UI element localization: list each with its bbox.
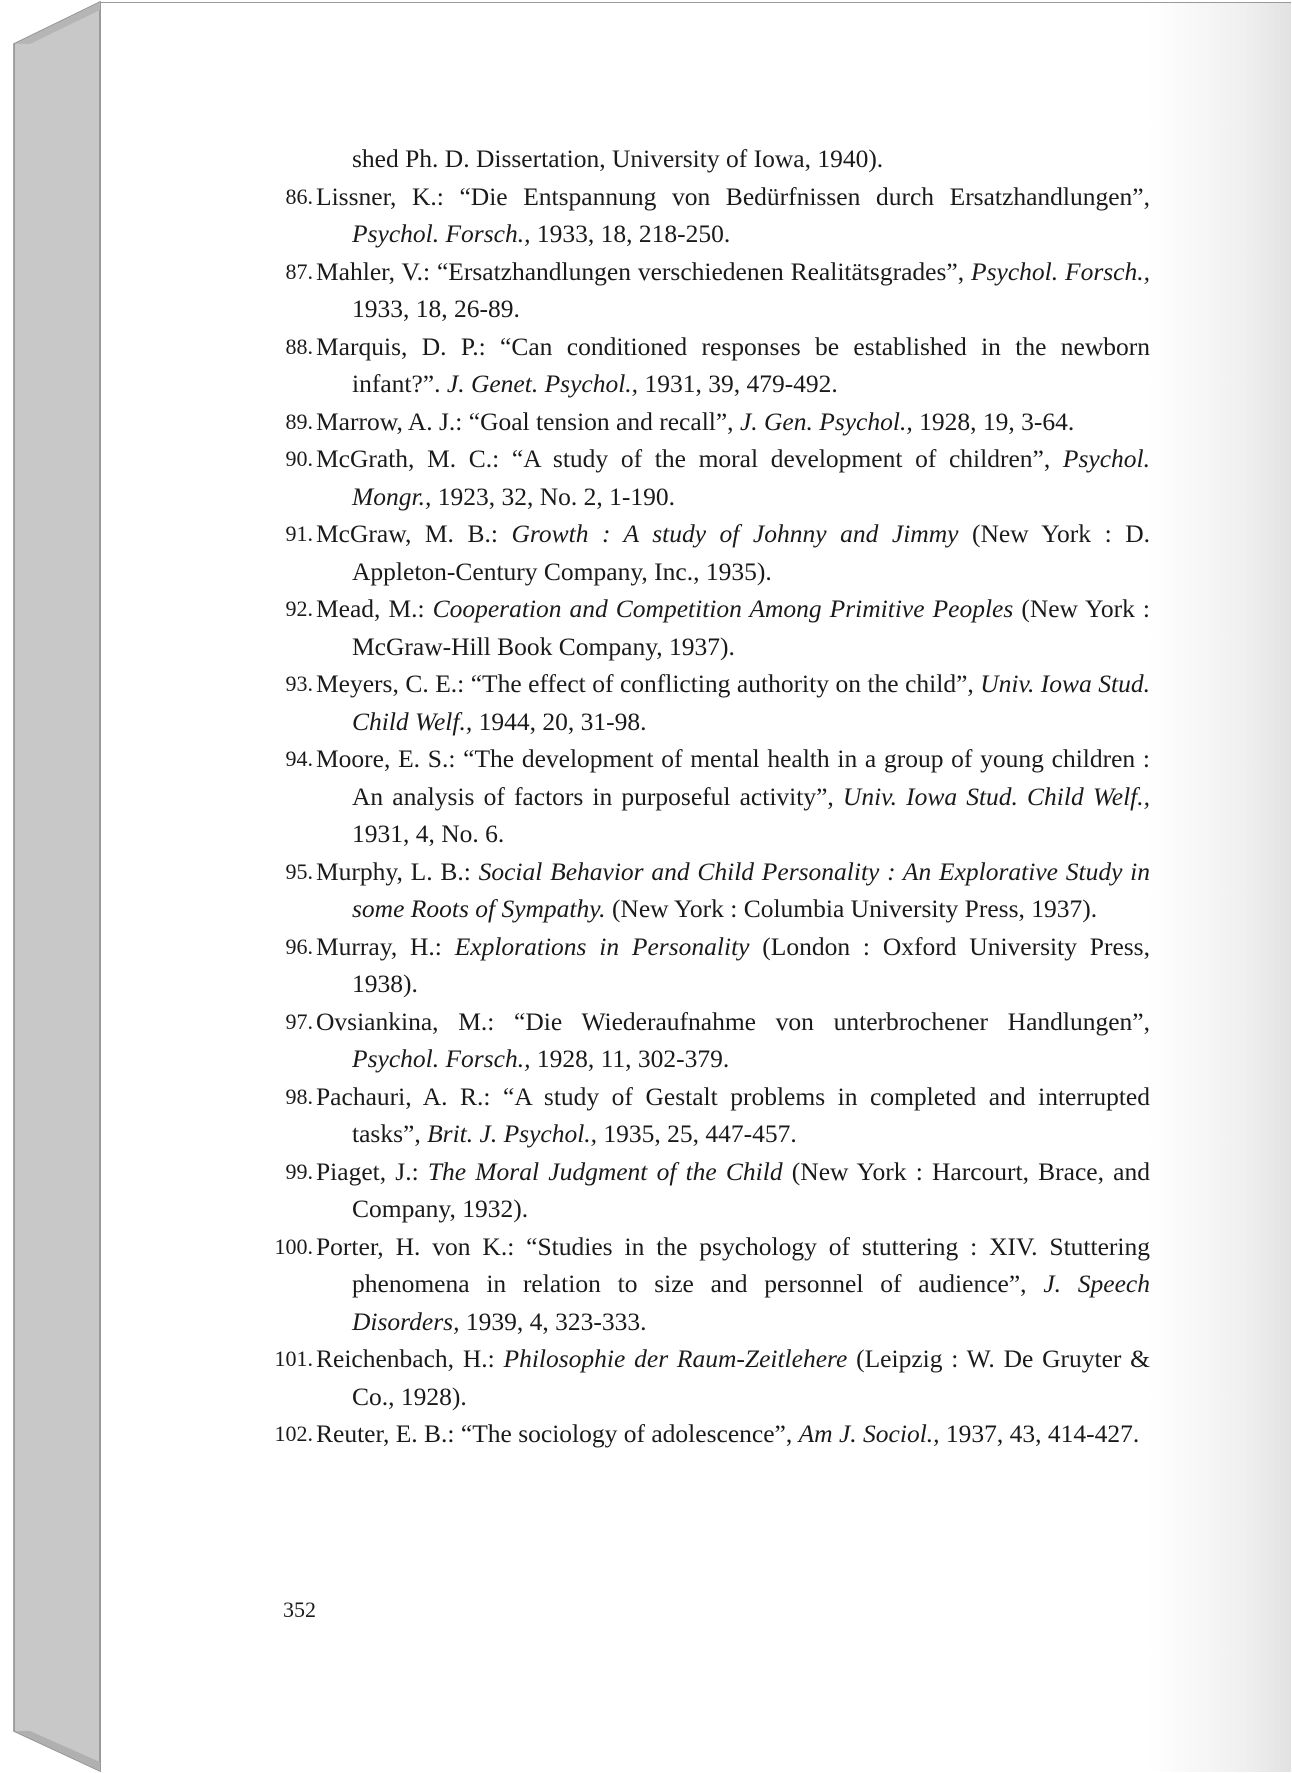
reference-item: 101. Reichenbach, H.: Philosophie der Raum-Zeitlehere (Leipzig : W. De Gruyter & Co., 1928). (274, 1344, 1151, 1411)
reference-list (255, 140, 1150, 1453)
reference-item: 86. Lissner, K.: “Die Entspannung von Bedürfnissen durch Ersatzhandlungen”, Psychol. Forsch., 1933, 18, 218-250. (285, 181, 1150, 248)
reference-item: 95. Murphy, L. B.: Social Behavior and Child Personality : An Explorative Study in some Roots of Sympathy. (New York : Columbia University Press, 1937). (285, 856, 1150, 923)
reference-item: 94. Moore, E. S.: “The development of mental health in a group of young children : An analysis of factors in purposeful activity”, Univ. Iowa Stud. Child Welf., 1931, 4, No. 6. (285, 744, 1150, 848)
reference-item: 100. Porter, H. von K.: “Studies in the psychology of stuttering : XIV. Stuttering phenomena in relation to size and personnel of audience”, J. Speech Disorders, 1939, 4, 323-333. (274, 1231, 1150, 1336)
reference-item: 87. Mahler, V.: “Ersatzhandlungen verschiedenen Realitätsgrades”, Psychol. Forsch., 1933, 18, 26-89. (285, 256, 1150, 323)
reference-item: 99. Piaget, J.: The Moral Judgment of the Child (New York : Harcourt, Brace, and Company, 1932). (285, 1156, 1150, 1223)
reference-item: 97. Ovsiankina, M.: “Die Wiederaufnahme von unterbrochener Handlungen”, Psychol. Forsch., 1928, 11, 302-379. (285, 1006, 1150, 1073)
reference-item: 91. McGraw, M. B.: Growth : A study of Johnny and Jimmy (New York : D. Appleton-Century Company, Inc., 1935). (285, 519, 1150, 586)
reference-continuation: shed Ph. D. Dissertation, University of Iowa, 1940). (352, 144, 884, 173)
reference-item: 96. Murray, H.: Explorations in Personality (London : Oxford University Press, 1938). (285, 931, 1150, 998)
reference-item: 98. Pachauri, A. R.: “A study of Gestalt problems in completed and interrupted tasks”, Brit. J. Psychol., 1935, 25, 447-457. (285, 1081, 1150, 1148)
reference-item: 88. Marquis, D. P.: “Can conditioned responses be established in the newborn infant?”. J. Genet. Psychol., 1931, 39, 479-492. (285, 331, 1150, 398)
reference-item: 92. Mead, M.: Cooperation and Competition Among Primitive Peoples (New York : McGraw-Hill Book Company, 1937). (285, 594, 1150, 661)
reference-item: 90. McGrath, M. C.: “A study of the moral development of children”, Psychol. Mongr., 1923, 32, No. 2, 1-190. (285, 444, 1150, 511)
reference-item: 102. Reuter, E. B.: “The sociology of adolescence”, Am J. Sociol., 1937, 43, 414-427. (274, 1419, 1140, 1448)
reference-item: 93. Meyers, C. E.: “The effect of conflicting authority on the child”, Univ. Iowa Stud. Child Welf., 1944, 20, 31-98. (285, 669, 1150, 736)
reference-item: 89. Marrow, A. J.: “Goal tension and recall”, J. Gen. Psychol., 1928, 19, 3-64. (285, 406, 1075, 436)
page-number: 352 (283, 1597, 316, 1622)
